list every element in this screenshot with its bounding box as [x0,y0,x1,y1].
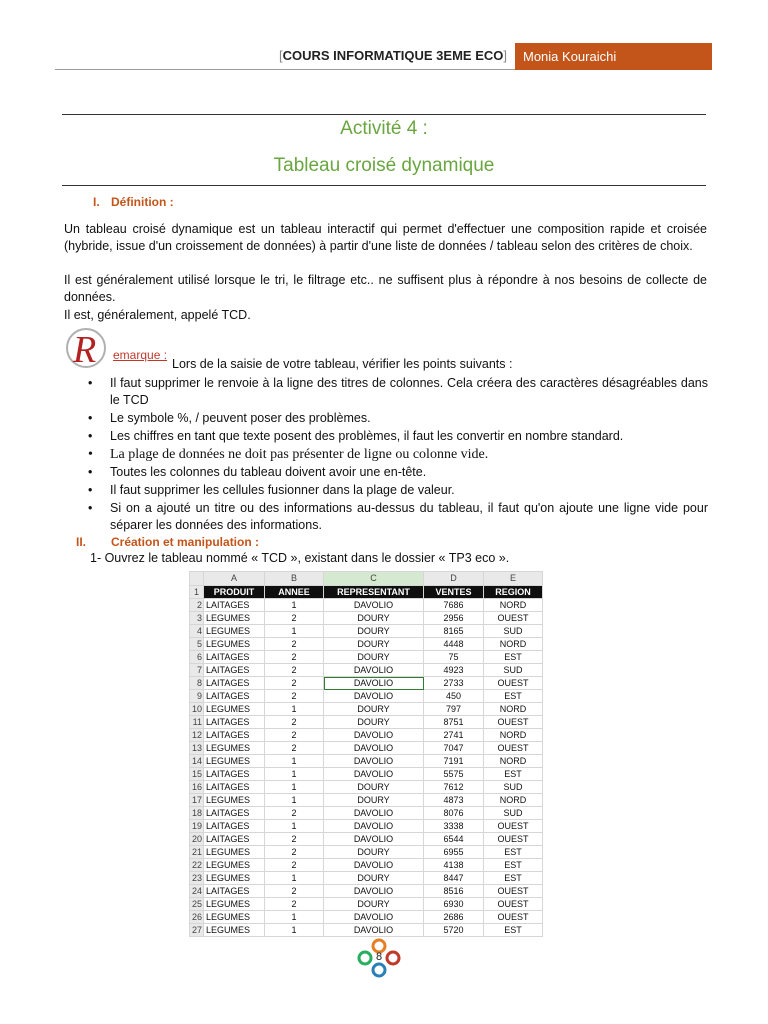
table-cell: LAITAGES [204,716,265,729]
table-cell: LAITAGES [204,807,265,820]
section-1-number: I. [93,195,100,209]
table-cell: DOURY [324,651,424,664]
row-number: 14 [190,755,204,768]
table-cell: LAITAGES [204,820,265,833]
table-row [190,742,543,755]
table-cell: 2 [265,716,324,729]
table-cell: EST [484,651,543,664]
title-top-rule [62,114,706,115]
table-cell: 1 [265,781,324,794]
table-cell: DAVOLIO [324,768,424,781]
table-cell: LAITAGES [204,664,265,677]
table-cell: DAVOLIO [324,911,424,924]
table-cell: EST [484,872,543,885]
table-row [190,885,543,898]
table-cell: DAVOLIO [324,755,424,768]
list-item: • Si on a ajouté un titre ou des informations au-dessus du tableau, il faut qu'on ajoute une ligne vide pour séparer les données des informations. [88,500,708,534]
table-cell: DAVOLIO [324,859,424,872]
table-row [190,716,543,729]
table-cell: EST [484,846,543,859]
table-row [190,729,543,742]
table-cell: NORD [484,755,543,768]
table-cell: OUEST [484,677,543,690]
list-item: • Toutes les colonnes du tableau doivent avoir une en-tête. [88,464,708,481]
table-cell: 4138 [424,859,484,872]
table-cell: SUD [484,781,543,794]
table-cell: 1 [265,911,324,924]
table-cell: DOURY [324,612,424,625]
section-2-number: II. [76,535,87,549]
list-item: • Il faut supprimer les cellules fusionner dans la plage de valeur. [88,482,708,499]
table-cell: LEGUMES [204,625,265,638]
table-cell: DOURY [324,781,424,794]
row-number: 6 [190,651,204,664]
table-cell: LAITAGES [204,651,265,664]
table-cell: DOURY [324,794,424,807]
select-all-corner [190,572,204,586]
table-cell: 7612 [424,781,484,794]
table-cell: NORD [484,638,543,651]
table-cell: SUD [484,664,543,677]
table-cell: 2 [265,651,324,664]
table-cell: LEGUMES [204,872,265,885]
table-cell: LEGUMES [204,911,265,924]
table-row [190,872,543,885]
table-cell: NORD [484,703,543,716]
table-cell: LEGUMES [204,755,265,768]
remark-intro: Lors de la saisie de votre tableau, vérifier les points suivants : [172,357,513,371]
table-cell: EST [484,859,543,872]
table-cell: 7047 [424,742,484,755]
header-course-title: COURS INFORMATIQUE 3EME ECO [282,48,504,63]
table-cell: 2 [265,833,324,846]
table-cell: LEGUMES [204,898,265,911]
page-header [55,43,712,70]
table-cell: NORD [484,599,543,612]
table-row [190,638,543,651]
table-cell: 1 [265,820,324,833]
table-cell: 2686 [424,911,484,924]
row-number: 25 [190,898,204,911]
table-cell: 2 [265,898,324,911]
table-cell: LAITAGES [204,677,265,690]
row-number: 15 [190,768,204,781]
row-number: 17 [190,794,204,807]
table-cell: LAITAGES [204,690,265,703]
table-cell: LEGUMES [204,612,265,625]
table-row [190,820,543,833]
table-cell: 2 [265,690,324,703]
table-cell: 8165 [424,625,484,638]
table-cell: LAITAGES [204,833,265,846]
table-cell: NORD [484,729,543,742]
table-cell: EST [484,768,543,781]
table-row [190,807,543,820]
table-cell: DOURY [324,638,424,651]
column-header: REPRESENTANT [324,586,424,599]
row-number: 24 [190,885,204,898]
table-cell: LAITAGES [204,885,265,898]
table-cell: 8447 [424,872,484,885]
table-cell: 2741 [424,729,484,742]
table-cell: DAVOLIO [324,807,424,820]
activity-title: Activité 4 : [340,118,428,139]
table-cell: OUEST [484,911,543,924]
table-cell: LEGUMES [204,742,265,755]
activity-subtitle: Tableau croisé dynamique [273,155,495,176]
column-header: VENTES [424,586,484,599]
row-number: 20 [190,833,204,846]
row-number: 8 [190,677,204,690]
section-2-title: Création et manipulation : [111,535,260,549]
table-cell: DOURY [324,625,424,638]
row-number: 5 [190,638,204,651]
table-cell: 2 [265,612,324,625]
spreadsheet-table [189,571,543,937]
row-number: 21 [190,846,204,859]
table-cell: 1 [265,872,324,885]
table-row [190,833,543,846]
row-number: 13 [190,742,204,755]
list-item: • La plage de données ne doit pas présenter de ligne ou colonne vide. [88,446,708,463]
row-number: 10 [190,703,204,716]
definition-paragraph-2: Il est généralement utilisé lorsque le tri, le filtrage etc.. ne suffisent plus à répondre à nos besoins de collecte de données. [64,273,707,304]
table-row [190,625,543,638]
remark-R-logo-icon [64,326,112,370]
table-cell: 1 [265,924,324,937]
table-cell: SUD [484,625,543,638]
table-cell: 75 [424,651,484,664]
row-number: 4 [190,625,204,638]
list-item: • Il faut supprimer le renvoie à la ligne des titres de colonnes. Cela créera des caractères désagréables dans le TCD [88,375,708,409]
column-header: REGION [484,586,543,599]
table-cell: 450 [424,690,484,703]
table-cell: OUEST [484,612,543,625]
row-number: 2 [190,599,204,612]
table-cell: SUD [484,807,543,820]
table-cell: DAVOLIO [324,677,424,690]
table-cell: DOURY [324,898,424,911]
table-cell: 4873 [424,794,484,807]
table-row [190,612,543,625]
table-cell: OUEST [484,820,543,833]
footer-logo [356,938,402,978]
definition-paragraph-1: Un tableau croisé dynamique est un tableau interactif qui permet d'effectuer une composition rapide et croisée (hybride, issue d'un croissement de données) à partir d'une liste de données / tableau selon des critères de choix. [64,222,707,253]
row-number: 16 [190,781,204,794]
table-cell: OUEST [484,885,543,898]
table-cell: DOURY [324,872,424,885]
page-number: 8 [376,951,383,963]
row-number: 9 [190,690,204,703]
table-cell: EST [484,690,543,703]
table-cell: 2 [265,638,324,651]
table-cell: LEGUMES [204,794,265,807]
table-cell: 3338 [424,820,484,833]
table-row [190,924,543,937]
header-course [279,48,507,63]
table-cell: 2 [265,846,324,859]
table-cell: DAVOLIO [324,833,424,846]
table-cell: LAITAGES [204,729,265,742]
table-cell: DAVOLIO [324,599,424,612]
table-cell: 1 [265,625,324,638]
table-cell: 1 [265,599,324,612]
table-cell: DAVOLIO [324,690,424,703]
table-header-row [190,586,543,599]
column-header: PRODUIT [204,586,265,599]
table-row [190,794,543,807]
table-row [190,599,543,612]
table-cell: OUEST [484,716,543,729]
row-number: 12 [190,729,204,742]
table-row [190,690,543,703]
table-cell: LEGUMES [204,638,265,651]
table-cell: DOURY [324,846,424,859]
table-row [190,781,543,794]
table-cell: LEGUMES [204,846,265,859]
table-cell: 4923 [424,664,484,677]
table-cell: 2 [265,664,324,677]
row-number: 3 [190,612,204,625]
row-number: 18 [190,807,204,820]
column-letter: E [484,572,543,586]
list-item: • Les chiffres en tant que texte posent des problèmes, il faut les convertir en nombre standard. [88,428,708,445]
table-cell: LEGUMES [204,859,265,872]
column-header: ANNEE [265,586,324,599]
table-cell: 2956 [424,612,484,625]
table-cell: EST [484,924,543,937]
table-cell: DAVOLIO [324,924,424,937]
table-cell: NORD [484,794,543,807]
column-letter: A [204,572,265,586]
table-cell: 5575 [424,768,484,781]
table-cell: DOURY [324,716,424,729]
table-cell: 1 [265,768,324,781]
row-number: 23 [190,872,204,885]
row-number: 1 [190,586,204,599]
row-number: 26 [190,911,204,924]
table-row [190,911,543,924]
table-row [190,898,543,911]
table-cell: 1 [265,703,324,716]
table-cell: 2 [265,859,324,872]
table-cell: LAITAGES [204,599,265,612]
title-bottom-rule [62,185,706,186]
table-cell: 7191 [424,755,484,768]
table-row [190,651,543,664]
row-number: 22 [190,859,204,872]
table-cell: LAITAGES [204,781,265,794]
header-bracket-open: [ [278,48,283,63]
table-cell: OUEST [484,742,543,755]
table-cell: LEGUMES [204,924,265,937]
column-letter: C [324,572,424,586]
table-cell: DAVOLIO [324,729,424,742]
table-cell: DAVOLIO [324,664,424,677]
remark-word: emarque : [113,348,168,362]
table-cell: DAVOLIO [324,820,424,833]
table-row [190,677,543,690]
table-cell: 8076 [424,807,484,820]
table-cell: 2 [265,677,324,690]
table-row [190,703,543,716]
table-cell: 8516 [424,885,484,898]
table-cell: 4448 [424,638,484,651]
table-row [190,755,543,768]
table-cell: 6955 [424,846,484,859]
table-row [190,846,543,859]
section-1-title: Définition : [111,195,174,209]
row-number: 19 [190,820,204,833]
header-bracket-close: ] [503,48,507,63]
table-cell: 1 [265,794,324,807]
table-cell: 5720 [424,924,484,937]
table-cell: 2 [265,742,324,755]
table-cell: DOURY [324,703,424,716]
row-number: 27 [190,924,204,937]
table-row [190,859,543,872]
table-cell: 2733 [424,677,484,690]
row-number: 7 [190,664,204,677]
remark-bullet-list [88,375,708,535]
table-cell: 6930 [424,898,484,911]
table-cell: DAVOLIO [324,742,424,755]
column-letter-row [190,572,543,586]
header-author: Monia Kouraichi [515,43,712,70]
column-letter: B [265,572,324,586]
table-cell: 797 [424,703,484,716]
svg-text:R: R [73,329,97,370]
list-item: • Le symbole %, / peuvent poser des problèmes. [88,410,708,427]
row-number: 11 [190,716,204,729]
table-cell: 2 [265,729,324,742]
table-cell: LAITAGES [204,768,265,781]
table-cell: 2 [265,807,324,820]
step-1-instruction: 1- Ouvrez le tableau nommé « TCD », existant dans le dossier « TP3 eco ». [90,551,510,565]
table-cell: 6544 [424,833,484,846]
table-row [190,664,543,677]
table-cell: OUEST [484,898,543,911]
table-cell: 8751 [424,716,484,729]
table-cell: 7686 [424,599,484,612]
table-cell: 2 [265,885,324,898]
definition-paragraph-3: Il est, généralement, appelé TCD. [64,308,251,322]
table-cell: LEGUMES [204,703,265,716]
column-letter: D [424,572,484,586]
table-cell: OUEST [484,833,543,846]
table-row [190,768,543,781]
table-cell: DAVOLIO [324,885,424,898]
table-cell: 1 [265,755,324,768]
